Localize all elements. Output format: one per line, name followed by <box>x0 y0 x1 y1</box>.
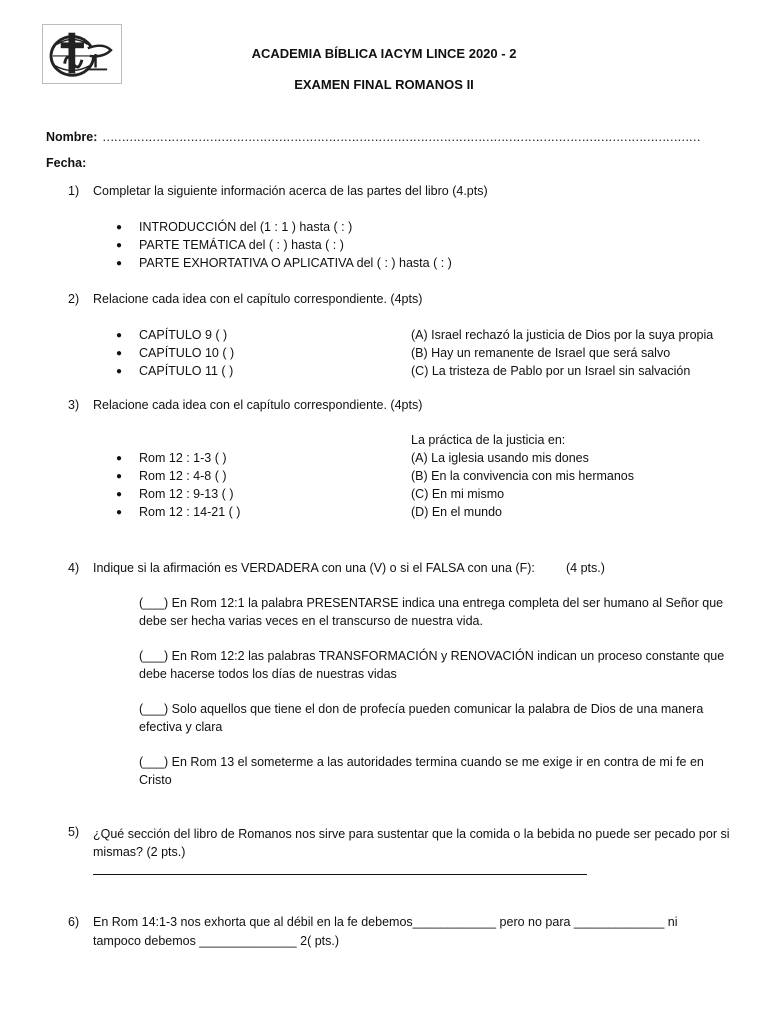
bullet-icon: ● <box>116 507 123 518</box>
bullet-icon: ● <box>116 258 123 269</box>
q4-statement: (___) En Rom 12:1 la palabra PRESENTARSE indica una entrega completa del ser humano al Señor que debe ser hecha varias veces en el transcurso de nuestra vida. <box>139 596 724 628</box>
q1-item: PARTE EXHORTATIVA O APLICATIVA del ( : ) hasta ( : ) <box>139 256 452 270</box>
q3-left-item: Rom 12 : 1-3 ( ) <box>139 451 227 465</box>
q1-number: 1) <box>68 184 80 198</box>
q2-left-item: CAPÍTULO 9 ( ) <box>139 328 228 342</box>
bullet-icon: ● <box>116 471 123 482</box>
q3-right-item: (C) En mi mismo <box>411 487 505 501</box>
q3-right-item: (A) La iglesia usando mis dones <box>411 451 589 465</box>
q4-statement: (___) En Rom 13 el someterme a las autoridades termina cuando se me exige ir en contra de mi fe en Cristo <box>139 755 704 787</box>
q1-item: PARTE TEMÁTICA del ( : ) hasta ( : ) <box>139 238 344 252</box>
q4-points: (4 pts.) <box>566 561 605 575</box>
q5-number: 5) <box>68 825 80 839</box>
bullet-icon: ● <box>116 489 123 500</box>
q5-answer-line[interactable] <box>93 874 587 875</box>
q2-text: Relacione cada idea con el capítulo correspondiente. (4pts) <box>93 292 423 306</box>
q2-left-item: CAPÍTULO 11 ( ) <box>139 364 234 378</box>
q4-statement: (___) Solo aquellos que tiene el don de profecía pueden comunicar la palabra de Dios de una manera efectiva y clara <box>139 702 704 734</box>
exam-title: ACADEMIA BÍBLICA IACYM LINCE 2020 - 2 <box>251 46 517 61</box>
q2-right-item: (B) Hay un remanente de Israel que será salvo <box>411 346 671 360</box>
bullet-icon: ● <box>116 366 123 377</box>
q3-left-item: Rom 12 : 14-21 ( ) <box>139 505 241 519</box>
q4-number: 4) <box>68 561 80 575</box>
bullet-icon: ● <box>116 330 123 341</box>
q2-right-item: (C) La tristeza de Pablo por un Israel sin salvación <box>411 364 691 378</box>
q6-line1: En Rom 14:1-3 nos exhorta que al débil en la fe debemos____________ pero no para _____________ ni <box>93 915 678 929</box>
q6-number: 6) <box>68 915 80 929</box>
q6-line2: tampoco debemos ______________ 2( pts.) <box>93 934 340 948</box>
q2-number: 2) <box>68 292 80 306</box>
q3-left-item: Rom 12 : 4-8 ( ) <box>139 469 227 483</box>
q3-right-header: La práctica de la justicia en: <box>411 433 566 447</box>
q4-text: Indique si la afirmación es VERDADERA con una (V) o si el FALSA con una (F): <box>93 561 535 575</box>
exam-subtitle: EXAMEN FINAL ROMANOS II <box>294 77 474 92</box>
q5-text: ¿Qué sección del libro de Romanos nos sirve para sustentar que la comida o la bebida no puede ser pecado por si mismas? (2 pts.) <box>93 827 730 859</box>
fecha-label: Fecha: <box>46 156 87 170</box>
q3-right-item: (D) En el mundo <box>411 505 503 519</box>
bullet-icon: ● <box>116 453 123 464</box>
bullet-icon: ● <box>116 222 123 233</box>
nombre-field[interactable]: ………………………………………………………………………………………………………………………………………… <box>102 130 700 144</box>
q2-right-item: (A) Israel rechazó la justicia de Dios por la suya propia <box>411 328 714 342</box>
q2-left-item: CAPÍTULO 10 ( ) <box>139 346 235 360</box>
q3-text: Relacione cada idea con el capítulo correspondiente. (4pts) <box>93 398 423 412</box>
q3-left-item: Rom 12 : 9-13 ( ) <box>139 487 234 501</box>
nombre-label: Nombre: <box>46 130 98 144</box>
q1-item: INTRODUCCIÓN del (1 : 1 ) hasta ( : ) <box>139 220 353 234</box>
q3-right-item: (B) En la convivencia con mis hermanos <box>411 469 635 483</box>
bullet-icon: ● <box>116 348 123 359</box>
q4-statement: (___) En Rom 12:2 las palabras TRANSFORMACIÓN y RENOVACIÓN indican un proceso constante que debe hacerse todos los días de nuestras vidas <box>139 649 725 681</box>
bullet-icon: ● <box>116 240 123 251</box>
q1-text: Completar la siguiente información acerca de las partes del libro (4.pts) <box>93 184 488 198</box>
q3-number: 3) <box>68 398 80 412</box>
